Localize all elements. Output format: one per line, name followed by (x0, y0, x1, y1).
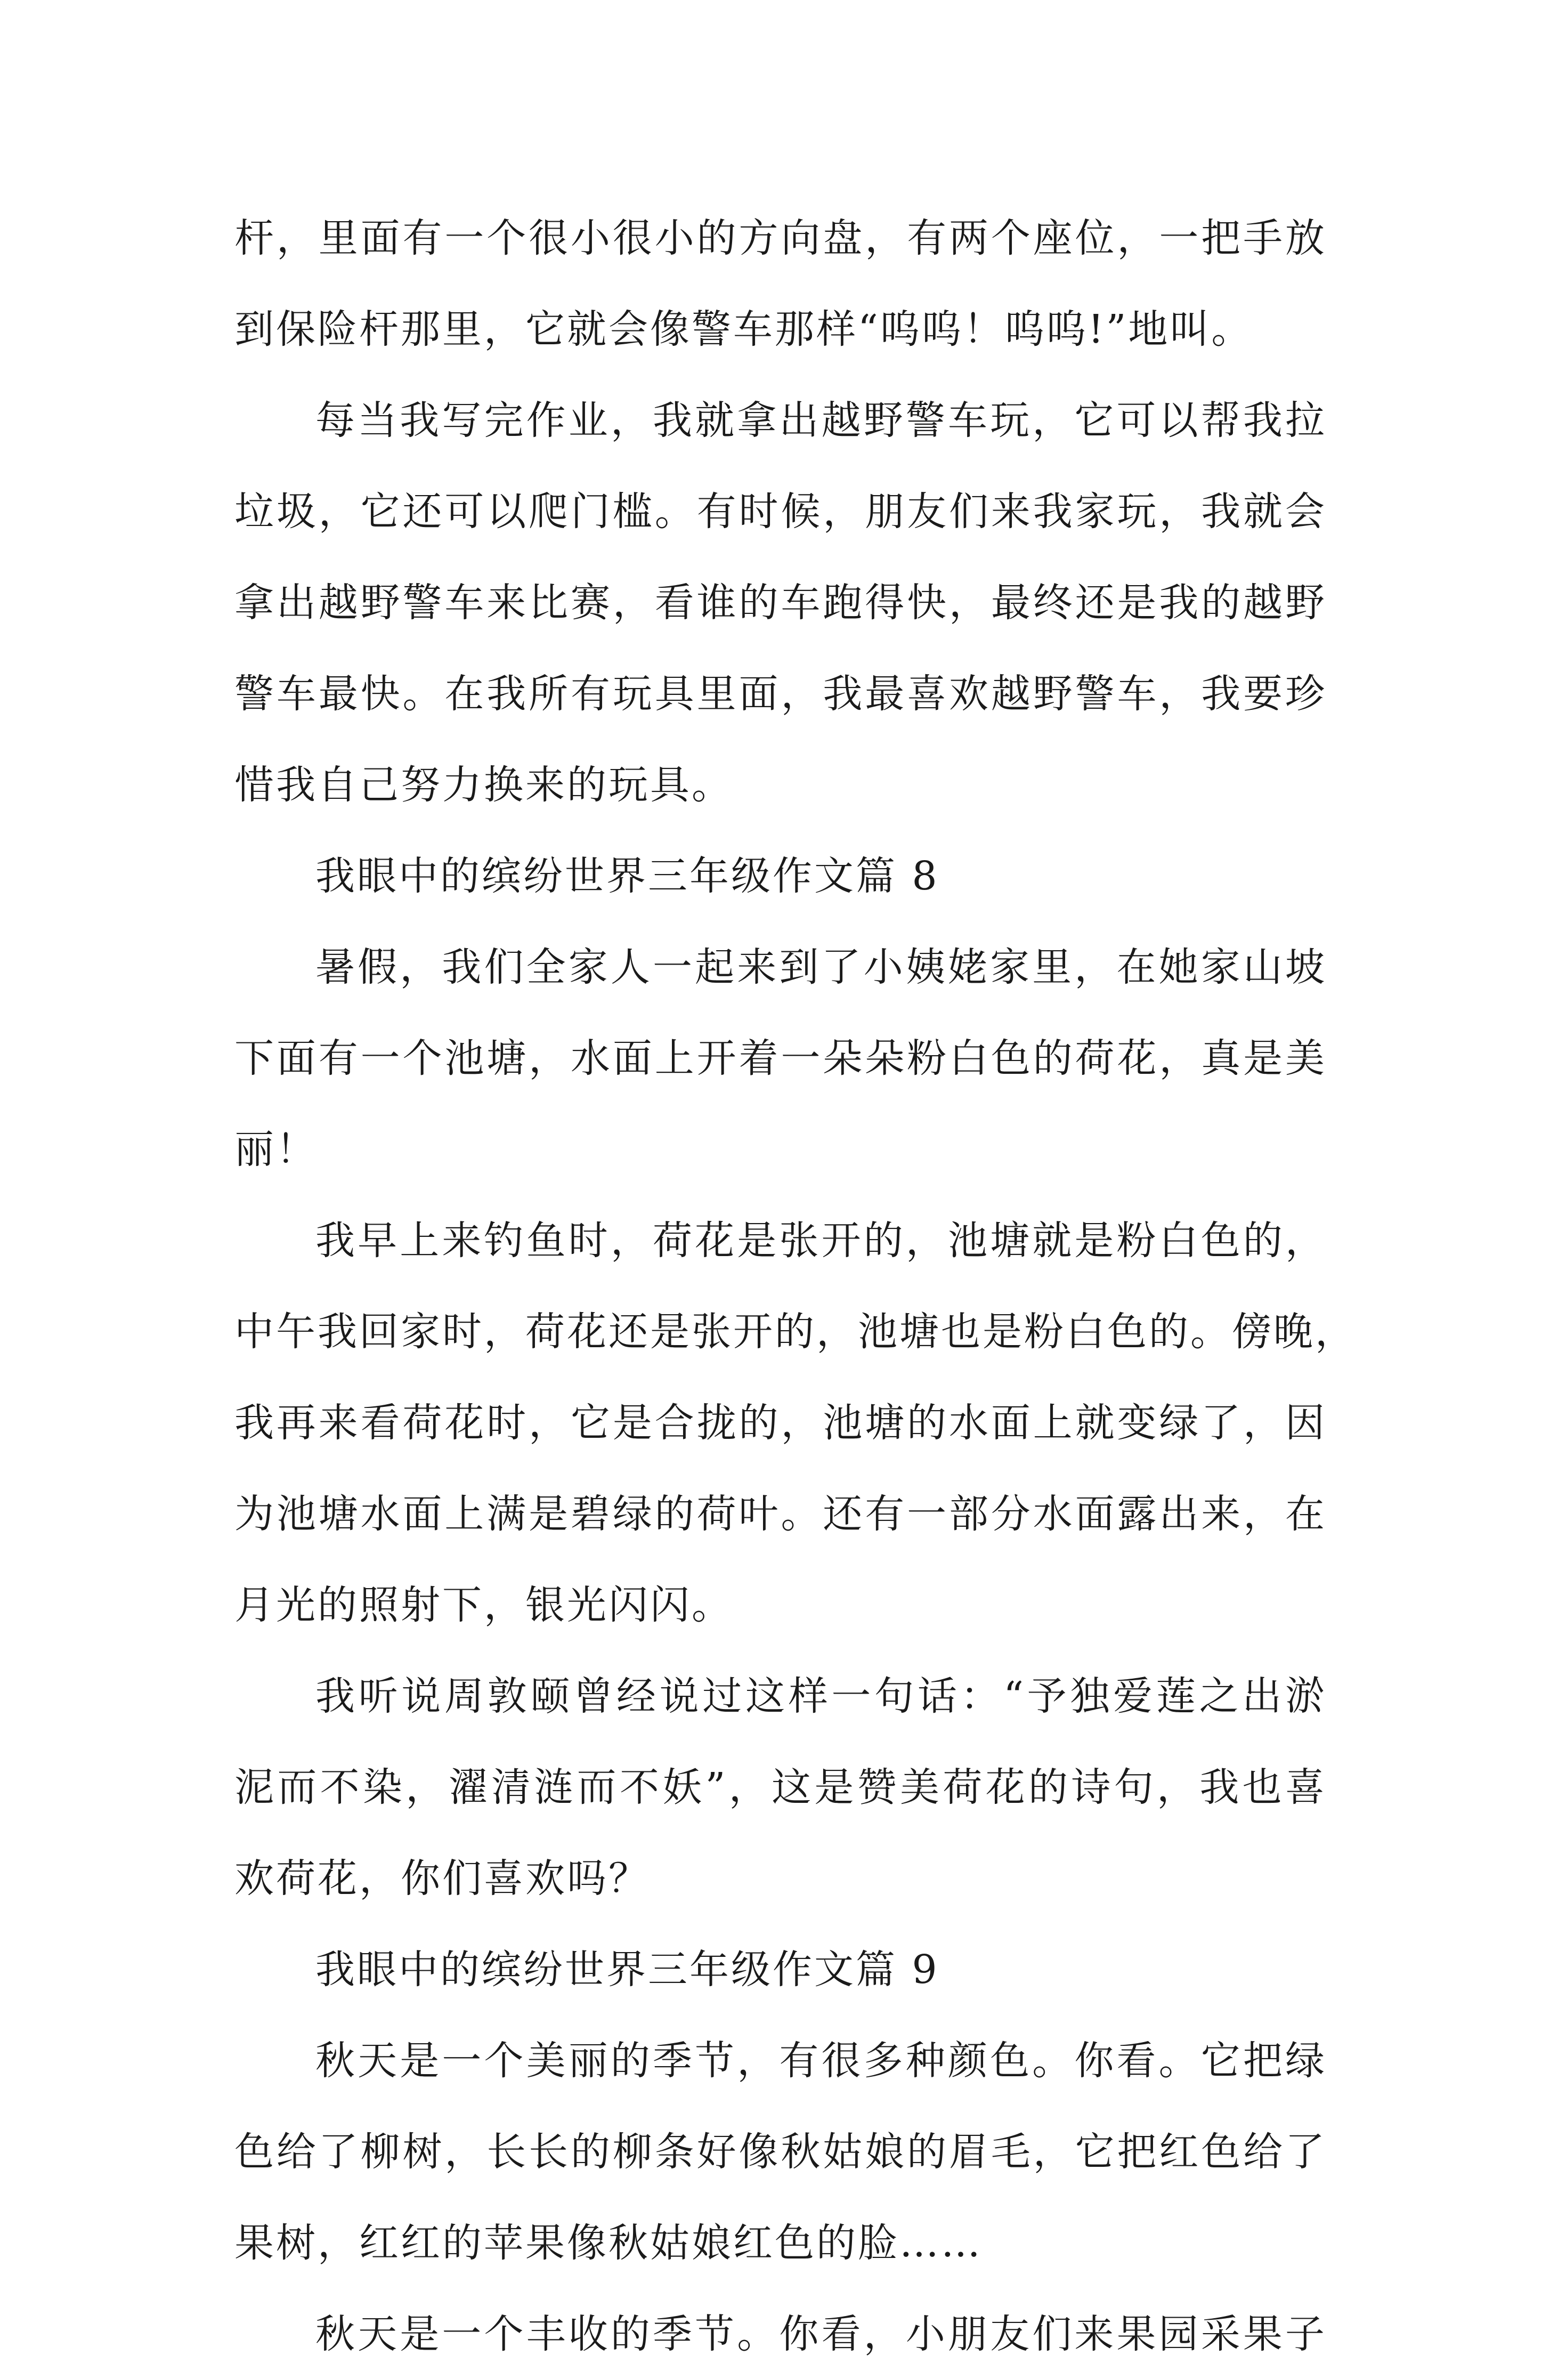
paragraph-line: 为池塘水面上满是碧绿的荷叶。还有一部分水面露出来，在 (234, 1491, 1327, 1537)
paragraph-line: 我再来看荷花时，它是合拢的，池塘的水面上就变绿了，因 (234, 1400, 1327, 1446)
paragraph-line: 我听说周敦颐曾经说过这样一句话：“予独爱莲之出淤 (315, 1673, 1327, 1719)
paragraph-line: 欢荷花，你们喜欢吗？ (234, 1856, 650, 1901)
paragraph-line: 色给了柳树，长长的柳条好像秋姑娘的眉毛，它把红色给了 (234, 2129, 1327, 2175)
paragraph-line: 秋天是一个丰收的季节。你看，小朋友们来果园采果子 (315, 2311, 1327, 2357)
paragraph-line: 果树，红红的苹果像秋姑娘红色的脸…… (234, 2220, 983, 2266)
paragraph-line: 我早上来钓鱼时，荷花是张开的，池塘就是粉白色的， (315, 1218, 1327, 1264)
paragraph-line: 暑假，我们全家人一起来到了小姨姥家里，在她家山坡 (315, 944, 1327, 990)
paragraph-line: 拿出越野警车来比赛，看谁的车跑得快，最终还是我的越野 (234, 580, 1327, 626)
paragraph-line: 垃圾，它还可以爬门槛。有时候，朋友们来我家玩，我就会 (234, 489, 1327, 535)
section-heading: 我眼中的缤纷世界三年级作文篇 8 (315, 853, 939, 899)
section-heading: 我眼中的缤纷世界三年级作文篇 9 (315, 1947, 939, 1993)
paragraph-line: 杆，里面有一个很小很小的方向盘，有两个座位，一把手放 (234, 215, 1327, 261)
paragraph-line: 每当我写完作业，我就拿出越野警车玩，它可以帮我拉 (315, 398, 1327, 443)
paragraph-line: 泥而不染，濯清涟而不妖”，这是赞美荷花的诗句，我也喜 (234, 1764, 1327, 1810)
paragraph-line: 丽！ (234, 1127, 318, 1172)
paragraph-line: 月光的照射下，银光闪闪。 (234, 1582, 733, 1628)
paragraph-line: 惜我自己努力换来的玩具。 (234, 762, 733, 808)
paragraph-line: 警车最快。在我所有玩具里面，我最喜欢越野警车，我要珍 (234, 671, 1327, 717)
paragraph-line: 中午我回家时，荷花还是张开的，池塘也是粉白色的。傍晚， (234, 1309, 1357, 1355)
paragraph-line: 秋天是一个美丽的季节，有很多种颜色。你看。它把绿 (315, 2038, 1327, 2084)
paragraph-line: 到保险杆那里，它就会像警车那样“呜呜！呜呜!”地叫。 (234, 306, 1253, 352)
paragraph-line: 下面有一个池塘，水面上开着一朵朵粉白色的荷花，真是美 (234, 1035, 1327, 1081)
document-body (234, 193, 1357, 2380)
